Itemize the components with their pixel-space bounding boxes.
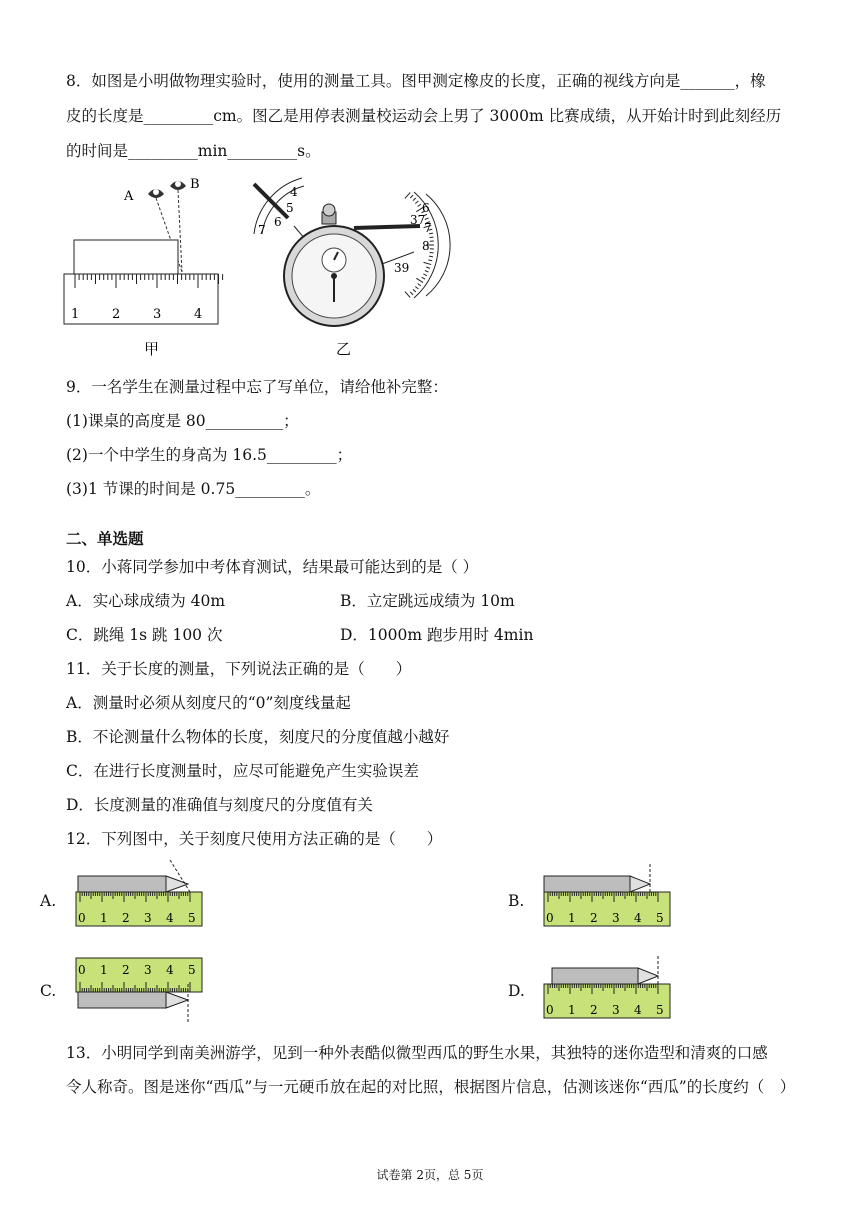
tick-label-4: 4 [194,307,203,322]
eye-b-label: B [190,177,200,192]
q10-stem: 10．小蒋同学参加中考体育测试，结果最可能达到的是（ ） [66,558,479,576]
tick-mark [405,192,410,198]
large-dial-37: 37 [410,213,426,227]
q10-option-d: D．1000m 跑步用时 4min [340,626,534,644]
q12c-tick-1: 1 [100,963,108,977]
q12-label-b: B. [508,892,525,910]
q12c-tick-3: 3 [144,963,152,977]
tick-mark [422,277,425,279]
tick-mark [413,289,416,292]
q12a-tick-3: 3 [144,911,152,925]
eye-a-icon [148,189,164,198]
tick-mark [418,204,421,206]
q12b-tick-4: 4 [634,911,642,925]
eye-b-icon [170,181,186,190]
q10-option-c: C．跳绳 1s 跳 100 次 [66,626,223,644]
q12d-tick-5: 5 [656,1003,664,1017]
q10-option-a: A．实心球成绩为 40m [66,592,226,610]
q12b-tick-5: 5 [656,911,664,925]
q12-figure-b [540,860,676,930]
q13-line1: 13．小明同学到南美洲游学，见到一种外表酷似微型西瓜的野生水果，其独特的迷你造型和清爽的口感 [66,1044,768,1062]
q12-figure-c [72,954,208,1026]
q12c-tick-4: 4 [166,963,174,977]
q12d-tick-0: 0 [546,1003,554,1017]
figure-yi-caption: 乙 [336,340,352,358]
tick-mark [415,287,418,290]
q12d-tick-2: 2 [590,1003,598,1017]
small-dial-5: 5 [286,201,294,215]
q12a-tick-5: 5 [188,911,196,925]
large-dial-6: 6 [422,201,430,215]
q12-label-d: D. [508,982,525,1000]
q12b-tick-3: 3 [612,911,620,925]
q9-stem: 9．一名学生在测量过程中忘了写单位，请给他补完整： [66,378,448,396]
q12c-tick-2: 2 [122,963,130,977]
tick-mark [410,195,413,198]
q9-item-3: (3)1 节课的时间是 0.75_________。 [66,480,321,498]
q12d-tick-3: 3 [612,1003,620,1017]
tick-mark [425,218,429,220]
small-dial-4: 4 [290,185,298,199]
tick-label-2: 2 [112,307,121,322]
q9-item-2: (2)一个中学生的身高为 16.5_________； [66,446,353,464]
page-footer: 试卷第 2页，总 5页 [376,1168,484,1182]
small-dial-7: 7 [258,223,266,237]
q12-figure-d [540,952,676,1024]
eraser [74,240,178,274]
tick-mark [410,292,413,295]
large-dial-39: 39 [394,261,410,275]
q9-item-1: (1)课桌的高度是 80__________； [66,412,299,430]
q11-option-d: D．长度测量的准确值与刻度尺的分度值有关 [66,796,373,814]
tick-mark [428,260,432,261]
section-title: 二、单选题 [66,529,144,548]
small-dial-6: 6 [274,215,282,229]
q11-option-c: C．在进行长度测量时，应尽可能避免产生实验误差 [66,762,419,780]
tick-mark [424,262,432,264]
tick-mark [413,198,416,201]
q11-stem: 11．关于长度的测量，下列说法正确的是（ ） [66,660,412,678]
q12a-tick-0: 0 [78,911,86,925]
eye-a-label: A [124,189,134,204]
q12-label-a: A. [40,892,57,910]
q13-line2: 令人称奇。图是迷你“西瓜”与一元硬币放在起的对比照，根据图片信息，估测该迷你“西瓜”的长度约（ ） [66,1078,796,1096]
q8-line3: 的时间是_________min_________s。 [66,142,321,160]
q12b-tick-2: 2 [590,911,598,925]
q12d-tick-1: 1 [568,1003,576,1017]
q12a-tick-1: 1 [100,911,108,925]
q11-option-a: A．测量时必须从刻度尺的“0”刻度线量起 [66,694,351,712]
q8-line1: 8．如图是小明做物理实验时，使用的测量工具。图甲测定橡皮的长度，正确的视线方向是_______，橡 [66,72,766,90]
q12a-tick-4: 4 [166,911,174,925]
figure-yi-stopwatch [244,176,454,362]
tick-mark [416,278,423,282]
tick-mark [423,274,427,276]
q12a-tick-2: 2 [122,911,130,925]
q12b-tick-1: 1 [568,911,576,925]
tick-mark [418,284,421,286]
tick-label-3: 3 [153,307,162,322]
tick-mark [415,201,418,204]
tick-mark [429,256,433,257]
q12-stem: 12．下列图中，关于刻度尺使用方法正确的是（ ） [66,830,443,848]
q12c-tick-0: 0 [78,963,86,977]
q10-option-b: B．立定跳远成绩为 10m [340,592,515,610]
tick-mark [405,292,410,298]
large-dial-7: 7 [424,221,432,235]
figure-jia-caption: 甲 [144,340,160,358]
q12b-tick-0: 0 [546,911,554,925]
q11-option-b: B．不论测量什么物体的长度，刻度尺的分度值越小越好 [66,728,450,746]
q12c-tick-5: 5 [188,963,196,977]
tick-mark [425,270,429,272]
tick-mark [426,267,430,268]
q12d-tick-4: 4 [634,1003,642,1017]
tick-label-1: 1 [71,307,80,322]
q12-label-c: C. [40,982,57,1000]
q8-line2: 皮的长度是_________cm。图乙是用停表测量校运动会上男了 3000m 比赛成绩，从开始计时到此刻经历 [66,107,782,125]
q12-figure-a [72,860,208,930]
large-dial-8: 8 [422,239,430,253]
figure-jia-ruler [60,172,230,362]
